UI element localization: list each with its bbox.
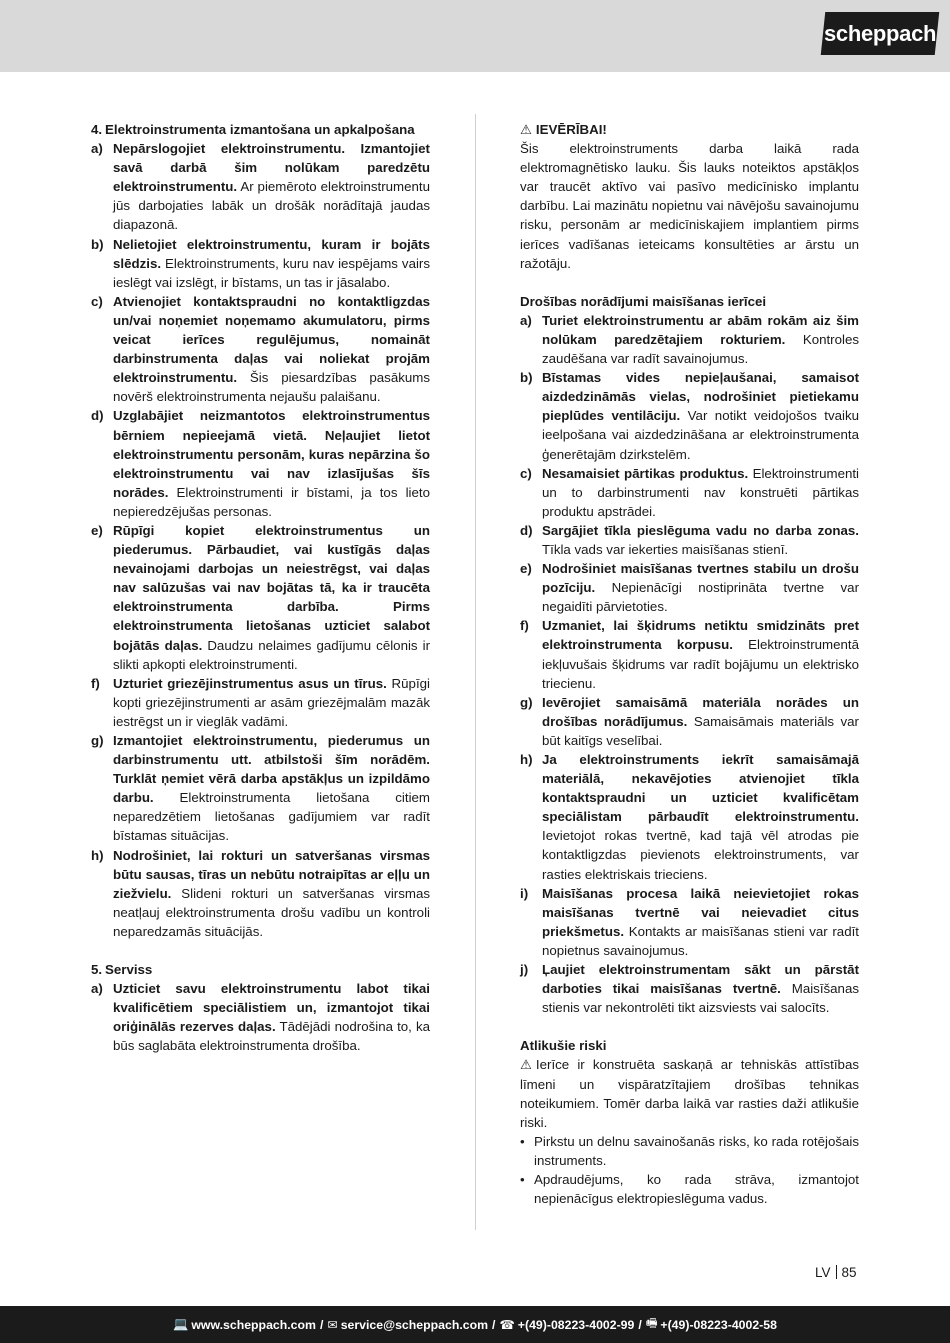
item-body — [113, 979, 430, 1055]
scheppach-logo — [821, 12, 940, 55]
item-explanation: Ievietojot rokas tvertnē, kad tajā vēl atrodas pie kontaktligzdas pievienots elektroinstruments, var rasties elektriskais trieciens. — [542, 828, 859, 882]
left-column — [91, 120, 430, 1056]
item-label: d) — [520, 522, 533, 538]
residual-risk-bullet — [520, 1132, 859, 1170]
item-body — [113, 139, 430, 234]
section-4-item — [91, 235, 430, 292]
item-instruction: Uzmaniet, lai šķidrums netiktu smidzināts pret elektroinstrumenta korpusu. — [542, 618, 859, 653]
item-explanation: Tādējādi nodrošina to, ka būs saglabāta elektroinstrumenta drošība. — [113, 1019, 430, 1054]
item-instruction: Nelietojiet elektroinstrumentu, kuram ir bojāts slēdzis. — [113, 236, 430, 271]
section-4-item — [91, 846, 430, 941]
mixer-safety-item — [520, 368, 859, 463]
footer-website[interactable]: www.scheppach.com — [191, 1317, 316, 1332]
item-instruction: Ja elektroinstruments iekrīt samaisāmajā materiālā, nekavējoties atvienojiet tīkla kontaktspraudni un uzticiet kvalificētam speciālistam pārbaudīt elektroinstrumentu. — [542, 752, 859, 825]
item-instruction: Ļaujiet elektroinstrumentam sākt un pārstāt darboties tikai maisīšanas tvertnē. — [542, 962, 859, 997]
item-explanation: Elektroinstrumenti un to darbinstrumenti nav konstruēti pārtikas produktu apstrādei. — [542, 465, 860, 519]
item-label: e) — [91, 522, 103, 538]
item-instruction: Rūpīgi kopiet elektroinstrumentus un piederumus. Pārbaudiet, vai kustīgās daļas nevainojami darbojas un neiestrēgst, vai daļas nav salūzušas vai nav bojātas tā, ka ir traucēta elektroinstrumenta darbība. Pirms elektroinstrumenta lietošanas uzticiet salabot bojātās daļas. — [113, 522, 430, 653]
item-explanation: Kontakts ar maisīšanas stieni var radīt nopietnus savainojumus. — [542, 923, 859, 958]
section-4-item — [91, 139, 430, 234]
right-column — [520, 120, 859, 1208]
item-body — [113, 406, 430, 521]
mixer-safety-item — [520, 960, 859, 1017]
item-body — [542, 311, 859, 368]
mixer-safety-list — [520, 311, 859, 1017]
footer-phone: +(49)-08223-4002-99 — [517, 1317, 635, 1332]
bullet-text: Apdraudējums, ko rada strāva, izmantojot nepienācīgus elektropieslēguma vadus. — [534, 1171, 859, 1207]
attention-title: IEVĒRĪBAI! — [535, 122, 607, 137]
item-body — [542, 750, 859, 884]
item-explanation: Var notikt veidojošos tvaiku ieelpošana vai aizdedzināšana ar elektroinstrumenta ģenerētajām dzirkstelēm. — [542, 408, 860, 462]
item-instruction: Izmantojiet elektroinstrumentu, piederumus un darbinstrumentu utt. atbilstoši šīm norādēm. Turklāt ņemiet vērā darba apstākļus un izpildāmo darbu. — [113, 733, 430, 806]
item-body — [113, 521, 430, 674]
item-explanation: Daudzu nelaimes gadījumu cēlonis ir slikti apkopti elektroinstrumenti. — [113, 637, 430, 672]
item-explanation: Elektroinstrumenta lietošana citiem neparedzētiem lietošanas gadījumiem var radīt bīstamas situācijas. — [113, 790, 430, 844]
attention-heading — [520, 120, 859, 139]
section-4-item — [91, 292, 430, 407]
item-instruction: Bīstamas vides nepieļaušanai, samaisot aizdedzināmās vielas, nodrošiniet pietiekamu pieplūdes ventilāciju. — [542, 370, 859, 424]
item-label: g) — [520, 694, 533, 710]
item-instruction: Nodrošiniet, lai rokturi un satveršanas virsmas būtu sausas, tīras un nebūtu notraipītas ar eļļu un ziežvielu. — [113, 847, 430, 901]
item-label: g) — [91, 733, 104, 748]
fax-icon: 🖷 — [645, 1316, 658, 1330]
item-label: a) — [91, 981, 103, 997]
section-4-item — [91, 731, 430, 846]
column-divider — [475, 114, 476, 1230]
residual-risks-heading: Atlikušie riski — [520, 1038, 607, 1054]
attention-text: Šis elektroinstruments darba laikā rada elektromagnētisko lauku. Šis lauks noteiktos apstākļos var traucēt aktīvo vai pasīvo medicīnisko implantu darbību. Lai mazinātu nopietnu vai nāvējošu savainojumu risku, personām ar medicīniskajiem implantiem pirms ierīces vadīšanas ieteicams konsultēties ar ārstu un ražotāju. — [520, 141, 859, 271]
item-explanation: Nepienācīgi nostiprināta tvertne var negaidīti pārvietoties. — [542, 580, 859, 615]
item-label: f) — [520, 618, 529, 634]
item-body — [113, 292, 430, 407]
residual-risk-bullet — [520, 1170, 859, 1208]
section-4-number: 4. — [91, 122, 103, 137]
item-body — [542, 884, 859, 960]
section-5-title: Serviss — [105, 962, 153, 978]
item-instruction: Turiet elektroinstrumentu ar abām rokām aiz šim nolūkam paredzētajiem rokturiem. — [542, 312, 859, 347]
section-4-heading — [91, 120, 430, 139]
page-language: LV — [815, 1265, 831, 1280]
header-band — [0, 0, 950, 72]
page-number — [815, 1265, 857, 1280]
item-explanation: Kontroles zaudēšana var radīt savainojumus. — [542, 331, 859, 367]
page-number-separator — [836, 1265, 837, 1279]
footer-separator: / — [492, 1317, 496, 1332]
item-instruction: Nepārslogojiet elektroinstrumentu. Izmantojiet savā darbā šim nolūkam paredzētu elektroinstrumentu. — [113, 141, 430, 195]
section-4-title: Elektroinstrumenta izmantošana un apkalpošana — [105, 122, 415, 137]
item-instruction: Nodrošiniet maisīšanas tvertnes stabilu un drošu pozīciju. — [542, 561, 859, 596]
warning-triangle-icon: ⚠ — [520, 122, 532, 137]
item-instruction: Ievērojiet samaisāmā materiāla norādes un drošības norādījumus. — [542, 694, 859, 729]
page-number-value: 85 — [841, 1265, 857, 1280]
mixer-safety-item — [520, 884, 859, 960]
section-5-list — [91, 979, 430, 1055]
item-label: c) — [520, 465, 532, 481]
item-instruction: Uzglabājiet neizmantotos elektroinstrumentus bērniem nepieejamā vietā. Neļaujiet lietot elektroinstrumentu personām, kuras nepārzina šo elektroinstrumentu vai nav izlasījušas šīs norādes. — [113, 408, 430, 500]
item-explanation: Tīkla vads var iekerties maisīšanas stienī. — [542, 541, 789, 557]
item-label: f) — [91, 675, 100, 691]
mixer-safety-item — [520, 616, 859, 692]
section-4-item — [91, 674, 430, 731]
section-5-item — [91, 979, 430, 1055]
residual-risks-bullets — [520, 1132, 859, 1208]
item-label: h) — [91, 847, 104, 863]
bullet-text: Pirkstu un delnu savainošanās risks, ko rada rotējošais instruments. — [534, 1133, 859, 1168]
item-explanation: Maisīšanas stienis var nekontrolēti tikt aizsviests vai salocīts. — [542, 981, 859, 1016]
mixer-safety-item — [520, 750, 859, 884]
item-instruction: Maisīšanas procesa laikā neievietojiet rokas maisīšanas tvertnē vai neievadiet citus priekšmetus. — [542, 885, 859, 939]
residual-risks-text — [520, 1055, 859, 1131]
item-label: a) — [91, 141, 103, 157]
item-label: a) — [520, 312, 532, 328]
section-4-item — [91, 406, 430, 521]
mixer-safety-item — [520, 311, 859, 368]
item-label: e) — [520, 561, 532, 577]
email-icon: ✉ — [327, 1317, 338, 1332]
item-explanation: Elektroinstrumenti ir bīstami, ja tos lieto nepieredzējušas personas. — [113, 484, 430, 519]
item-body — [113, 235, 430, 292]
item-label: h) — [520, 752, 533, 767]
item-explanation: Rūpīgi kopti griezējinstrumenti ar asām griezējmalām mazāk iestrēgst un ir vieglāk vadāmi. — [113, 675, 430, 729]
logo-text: scheppach — [823, 20, 937, 46]
item-label: d) — [91, 408, 104, 424]
item-body — [542, 693, 859, 750]
mixer-safety-item — [520, 521, 859, 559]
mixer-safety-item — [520, 693, 859, 750]
item-explanation: Samaisāmais materiāls var būt kaitīgs veselībai. — [542, 713, 859, 748]
item-label: c) — [91, 293, 103, 309]
item-label: i) — [520, 885, 529, 901]
warning-triangle-icon: ⚠ — [520, 1057, 532, 1073]
item-instruction: Nesamaisiet pārtikas produktus. — [542, 465, 749, 481]
footer-bar — [0, 1306, 950, 1343]
item-label: b) — [91, 236, 104, 252]
computer-icon: 💻 — [173, 1317, 189, 1331]
mixer-safety-heading: Drošības norādījumi maisīšanas ierīcei — [520, 293, 767, 309]
item-body — [113, 731, 430, 846]
item-body — [113, 674, 430, 731]
item-body — [542, 521, 859, 559]
item-body — [542, 559, 859, 616]
phone-icon: ☎ — [499, 1317, 515, 1332]
item-body — [542, 960, 859, 1017]
item-instruction: Sargājiet tīkla pieslēguma vadu no darba zonas. — [542, 522, 859, 538]
mixer-safety-item — [520, 464, 859, 521]
bullet-dot-icon: • — [520, 1133, 525, 1149]
item-instruction: Uzticiet savu elektroinstrumentu labot tikai kvalificētiem speciālistiem un, izmantojot tikai oriģinālās rezerves daļas. — [113, 981, 430, 1035]
footer-separator: / — [638, 1317, 642, 1332]
section-4-list — [91, 139, 430, 941]
bullet-dot-icon: • — [520, 1171, 525, 1187]
item-explanation: Slideni rokturi un satveršanas virsmas neatļauj elektroinstrumenta drošu vadību un kontroli neparedzamās situācijās. — [113, 885, 430, 939]
section-5-number: 5. — [91, 962, 103, 978]
item-label: j) — [520, 962, 529, 978]
item-instruction: Uzturiet griezējinstrumentus asus un tīrus. — [113, 675, 387, 691]
item-body — [542, 368, 859, 463]
item-body — [113, 846, 430, 941]
mixer-safety-item — [520, 559, 859, 616]
section-5-heading — [91, 960, 430, 979]
item-explanation: Ar piemēroto elektroinstrumentu jūs darbojaties labāk un drošāk norādītajā jaudas diapazonā. — [113, 179, 430, 233]
footer-email[interactable]: service@scheppach.com — [340, 1317, 489, 1332]
footer-separator: / — [319, 1317, 324, 1332]
section-4-item — [91, 521, 430, 674]
residual-risks-intro: Ierīce ir konstruēta saskaņā ar tehniskās attīstības līmeni un vispāratzītajiem drošības tehnikas noteikumiem. Tomēr darba laikā var rasties daži atlikušie riski. — [520, 1057, 859, 1130]
item-explanation: Elektroinstrumentā iekļuvušais šķidrums var radīt bojājumu un elektrisko triecienu. — [542, 637, 859, 691]
item-body — [542, 464, 859, 521]
item-instruction: Atvienojiet kontaktspraudni no kontaktligzdas un/vai noņemiet noņemamo akumulatoru, pirms veicat ierīces regulējumus, nomaināt darbinstrumenta daļas vai noliekat projām elektroinstrumentu. — [113, 293, 430, 386]
footer-fax: +(49)-08223-4002-58 — [660, 1317, 777, 1332]
item-label: b) — [520, 370, 533, 386]
item-body — [542, 616, 859, 692]
item-explanation: Šis piesardzības pasākums novērš elektroinstrumenta nejaušu palaišanu. — [113, 370, 430, 405]
item-explanation: Elektroinstruments, kuru nav iespējams vairs ieslēgt vai izslēgt, ir bīstams, un tas ir jāsalabo. — [113, 255, 430, 290]
